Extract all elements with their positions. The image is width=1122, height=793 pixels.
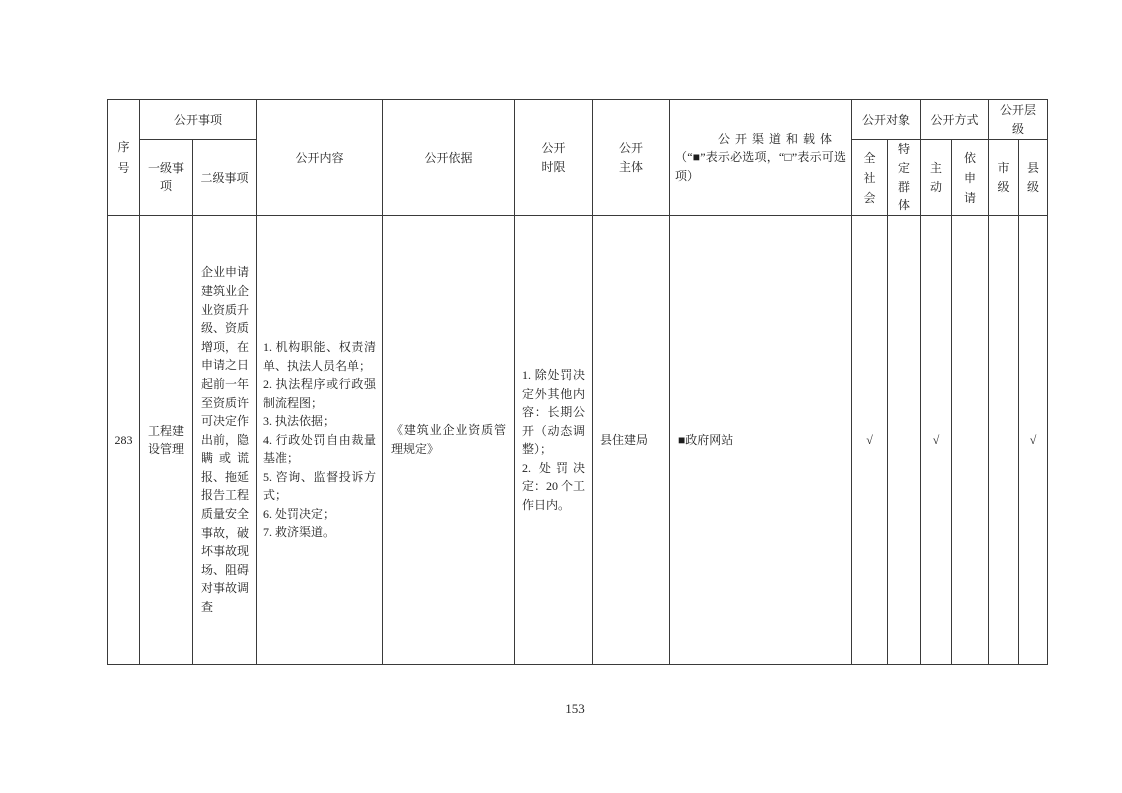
cell-serial: 283 (108, 216, 140, 665)
cell-level-county-check: √ (1019, 216, 1048, 665)
header-level-group (989, 100, 1048, 140)
cell-audience-specific-check (888, 216, 921, 665)
header-content-label: 公开内容 (295, 150, 344, 165)
header-time-limit (515, 100, 593, 216)
header-channel-title: 公开渠道和载体 (718, 131, 838, 146)
header-method-request (952, 140, 989, 216)
cell-level1: 工程建设管理 (140, 216, 193, 665)
header-serial-label: 序号 (117, 139, 130, 175)
header-time-limit-label: 公开时限 (541, 140, 566, 174)
time-limit-item: 2. 处罚决定：20 个工作日内。 (522, 460, 586, 512)
header-content (257, 100, 383, 216)
header-basis-label: 公开依据 (424, 150, 473, 165)
cell-time-limit (515, 216, 593, 665)
table-row (108, 216, 1048, 665)
header-level1-label: 一级事项 (147, 161, 184, 193)
header-audience-specific (888, 140, 921, 216)
cell-level-city-check (989, 216, 1019, 665)
header-method-group-label: 公开方式 (930, 112, 979, 127)
cell-subject: 县住建局 (593, 216, 670, 665)
cell-method-request-check (952, 216, 989, 665)
cell-level2: 企业申请建筑业企业资质升级、资质增项，在申请之日起前一年至资质许可决定作出前，隐瞒或谎报、拖延报告工程质量安全事故，破坏事故现场、阻碍对事故调查 (193, 216, 257, 665)
header-subject (593, 100, 670, 216)
content-item: 6. 处罚决定； (263, 506, 336, 521)
header-level2 (193, 140, 257, 216)
cell-basis: 《建筑业企业资质管理规定》 (383, 216, 515, 665)
header-level1 (140, 140, 193, 216)
header-item-group-label: 公开事项 (174, 112, 223, 127)
header-method-active (921, 140, 952, 216)
disclosure-table (107, 99, 1048, 665)
content-item: 1. 机构职能、权责清单、执法人员名单； (263, 340, 377, 373)
content-item: 2. 执法程序或行政强制流程图； (263, 377, 377, 410)
header-channel (670, 100, 852, 216)
header-row-1 (108, 100, 1048, 140)
content-item: 7. 救济渠道。 (263, 525, 336, 540)
header-level-city-label: 市级 (997, 160, 1010, 194)
header-basis (383, 100, 515, 216)
header-level-group-label: 公开层级 (1000, 102, 1037, 136)
content-item: 3. 执法依据； (263, 414, 336, 429)
page-number: 153 (565, 701, 585, 716)
cell-channel: ■政府网站 (670, 216, 852, 665)
header-audience-all (852, 140, 888, 216)
header-method-active-label: 主动 (930, 160, 943, 194)
header-level-county (1019, 140, 1048, 216)
header-level2-label: 二级事项 (200, 170, 249, 185)
header-item-group (140, 100, 257, 140)
cell-method-active-check: √ (921, 216, 952, 665)
content-item: 5. 咨询、监督投诉方式； (263, 469, 377, 503)
header-audience-group-label: 公开对象 (862, 112, 911, 127)
header-level-county-label: 县级 (1027, 160, 1040, 194)
content-item: 4. 行政处罚自由裁量基准； (263, 432, 377, 466)
cell-audience-all-check: √ (852, 216, 888, 665)
header-audience-all-label: 全社会 (863, 150, 876, 205)
header-level-city (989, 140, 1019, 216)
header-serial (108, 100, 140, 216)
time-limit-item: 1. 除处罚决定外其他内容：长期公开（动态调整）； (522, 368, 586, 456)
header-subject-label: 公开主体 (619, 140, 644, 174)
header-method-group (921, 100, 989, 140)
header-method-request-label: 依申请 (964, 150, 977, 205)
header-audience-specific-label: 特定群体 (898, 142, 911, 213)
header-channel-note: （“■”表示必选项，“□”表示可选项） (675, 150, 847, 183)
header-audience-group (852, 100, 921, 140)
cell-content (257, 216, 383, 665)
